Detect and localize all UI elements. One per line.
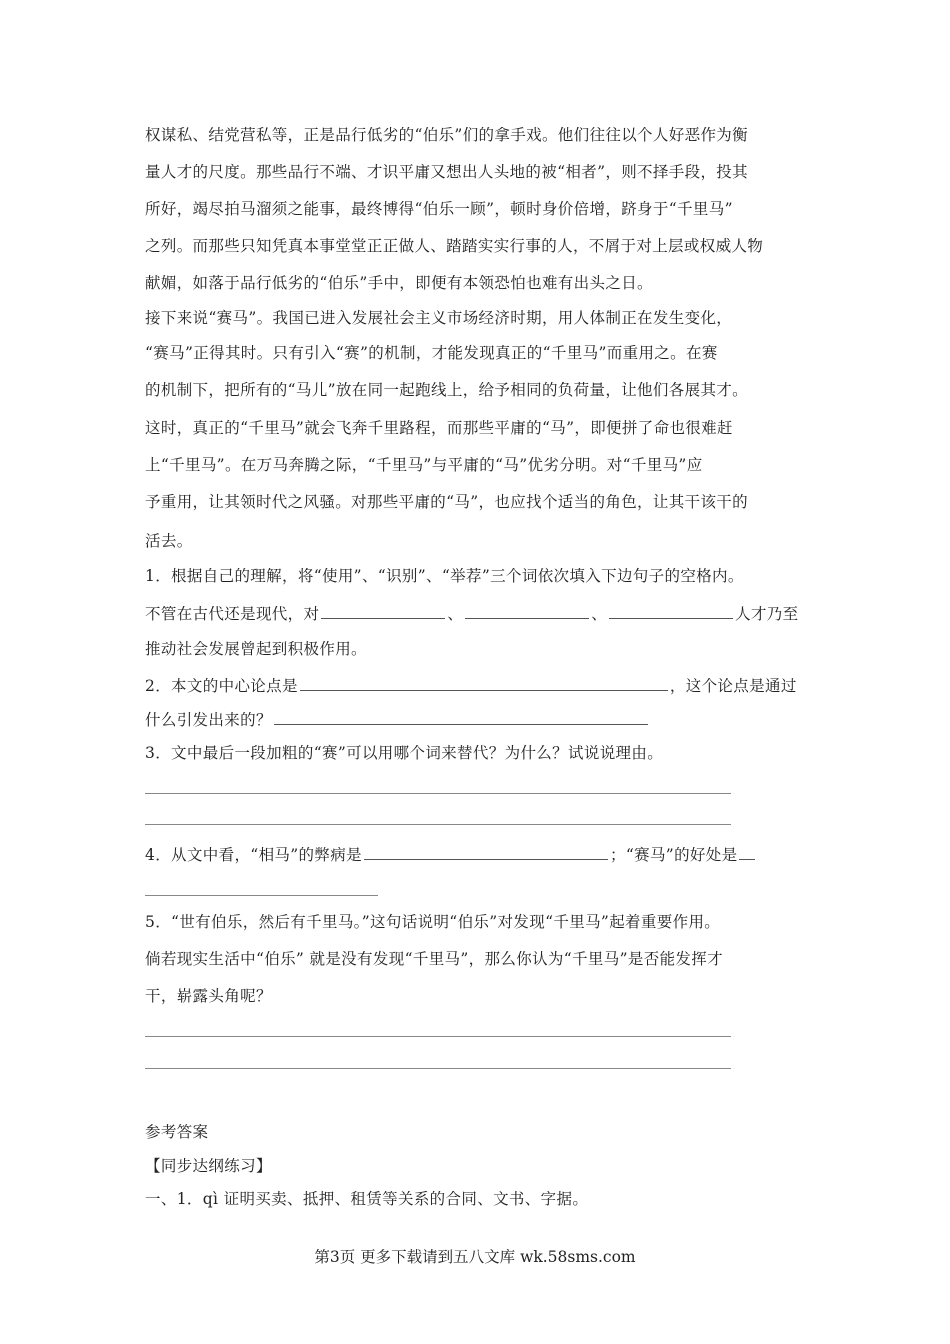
question-5-prompt: 干，崭露头角呢？: [145, 987, 272, 1005]
answer-line[interactable]: [145, 824, 731, 825]
passage-line: 活去。: [145, 532, 193, 550]
passage-line: 这时，真正的“千里马”就会飞奔千里路程，而那些平庸的“马”，即便拼了命也很难赶: [145, 419, 733, 437]
answer-key-line: 一、1．qì 证明买卖、抵押、租赁等关系的合同、文书、字据。: [145, 1190, 589, 1208]
answer-key-section: 【同步达纲练习】: [145, 1157, 272, 1175]
separator: 、: [591, 605, 608, 623]
page-footer: 第3页 更多下载请到五八文库 wk.58sms.com: [314, 1248, 636, 1266]
answer-key-heading: 参考答案: [145, 1123, 209, 1141]
question-2-text: 什么引发出来的？: [145, 711, 272, 729]
answer-line[interactable]: [145, 1068, 731, 1069]
answer-blank[interactable]: [274, 708, 648, 725]
question-5-prompt: 5．“世有伯乐，然后有千里马。”这句话说明“伯乐”对发现“千里马”起着重要作用。: [145, 913, 721, 931]
answer-blank[interactable]: [739, 843, 755, 860]
passage-line: 权谋私、结党营私等，正是品行低劣的“伯乐”们的拿手戏。他们往往以个人好恶作为衡: [145, 126, 749, 144]
answer-line[interactable]: [145, 1036, 731, 1037]
answer-blank[interactable]: [321, 602, 445, 619]
passage-line: 的机制下，把所有的“马儿”放在同一起跑线上，给予相同的负荷量，让他们各展其才。: [145, 381, 749, 399]
answer-blank[interactable]: [465, 602, 589, 619]
answer-line[interactable]: [145, 793, 731, 794]
passage-line: 所好，竭尽拍马溜须之能事，最终博得“伯乐一顾”，顿时身价倍增，跻身于“千里马”: [145, 200, 733, 218]
answer-blank[interactable]: [300, 674, 668, 691]
separator: 、: [447, 605, 464, 623]
question-4-text: ；“赛马”的好处是: [609, 846, 738, 864]
question-2-text: ，这个论点是通过: [669, 677, 797, 695]
answer-blank[interactable]: [609, 602, 733, 619]
question-1-text: 人才乃至: [735, 605, 799, 623]
passage-line: 量人才的尺度。那些品行不端、才识平庸又想出人头地的被“相者”，则不择手段，投其: [145, 163, 749, 181]
question-2-line: [145, 708, 825, 730]
question-2-text: 2．本文的中心论点是: [145, 677, 298, 695]
question-1-text: 不管在古代还是现代，对: [145, 605, 320, 623]
passage-line: 予重用，让其领时代之风骚。对那些平庸的“马”，也应找个适当的角色，让其干该干的: [145, 493, 749, 511]
question-5-prompt: 倘若现实生活中“伯乐” 就是没有发现“千里马”，那么你认为“千里马”是否能发挥才: [145, 950, 723, 968]
answer-line[interactable]: [145, 895, 378, 896]
question-1-prompt: 1．根据自己的理解，将“使用”、“识别”、“举荐”三个词依次填入下边句子的空格内。: [145, 567, 744, 585]
passage-line: “赛马”正得其时。只有引入“赛”的机制，才能发现真正的“千里马”而重用之。在赛: [145, 344, 718, 362]
question-4-line: [145, 843, 825, 865]
question-1-fill-line: [145, 602, 825, 624]
question-2-line: [145, 674, 825, 696]
answer-blank[interactable]: [364, 843, 608, 860]
question-1-continuation: 推动社会发展曾起到积极作用。: [145, 640, 367, 658]
passage-line: 之列。而那些只知凭真本事堂堂正正做人、踏踏实实行事的人，不屑于对上层或权威人物: [145, 237, 764, 255]
passage-line: 献媚，如落于品行低劣的“伯乐”手中，即便有本领恐怕也难有出头之日。: [145, 274, 653, 292]
question-3-prompt: 3．文中最后一段加粗的“赛”可以用哪个词来替代？为什么？试说说理由。: [145, 744, 664, 762]
passage-line: 接下来说“赛马”。我国已进入发展社会主义市场经济时期，用人体制正在发生变化，: [145, 309, 733, 327]
question-4-text: 4．从文中看，“相马”的弊病是: [145, 846, 362, 864]
passage-line: 上“千里马”。在万马奔腾之际，“千里马”与平庸的“马”优劣分明。对“千里马”应: [145, 456, 703, 474]
